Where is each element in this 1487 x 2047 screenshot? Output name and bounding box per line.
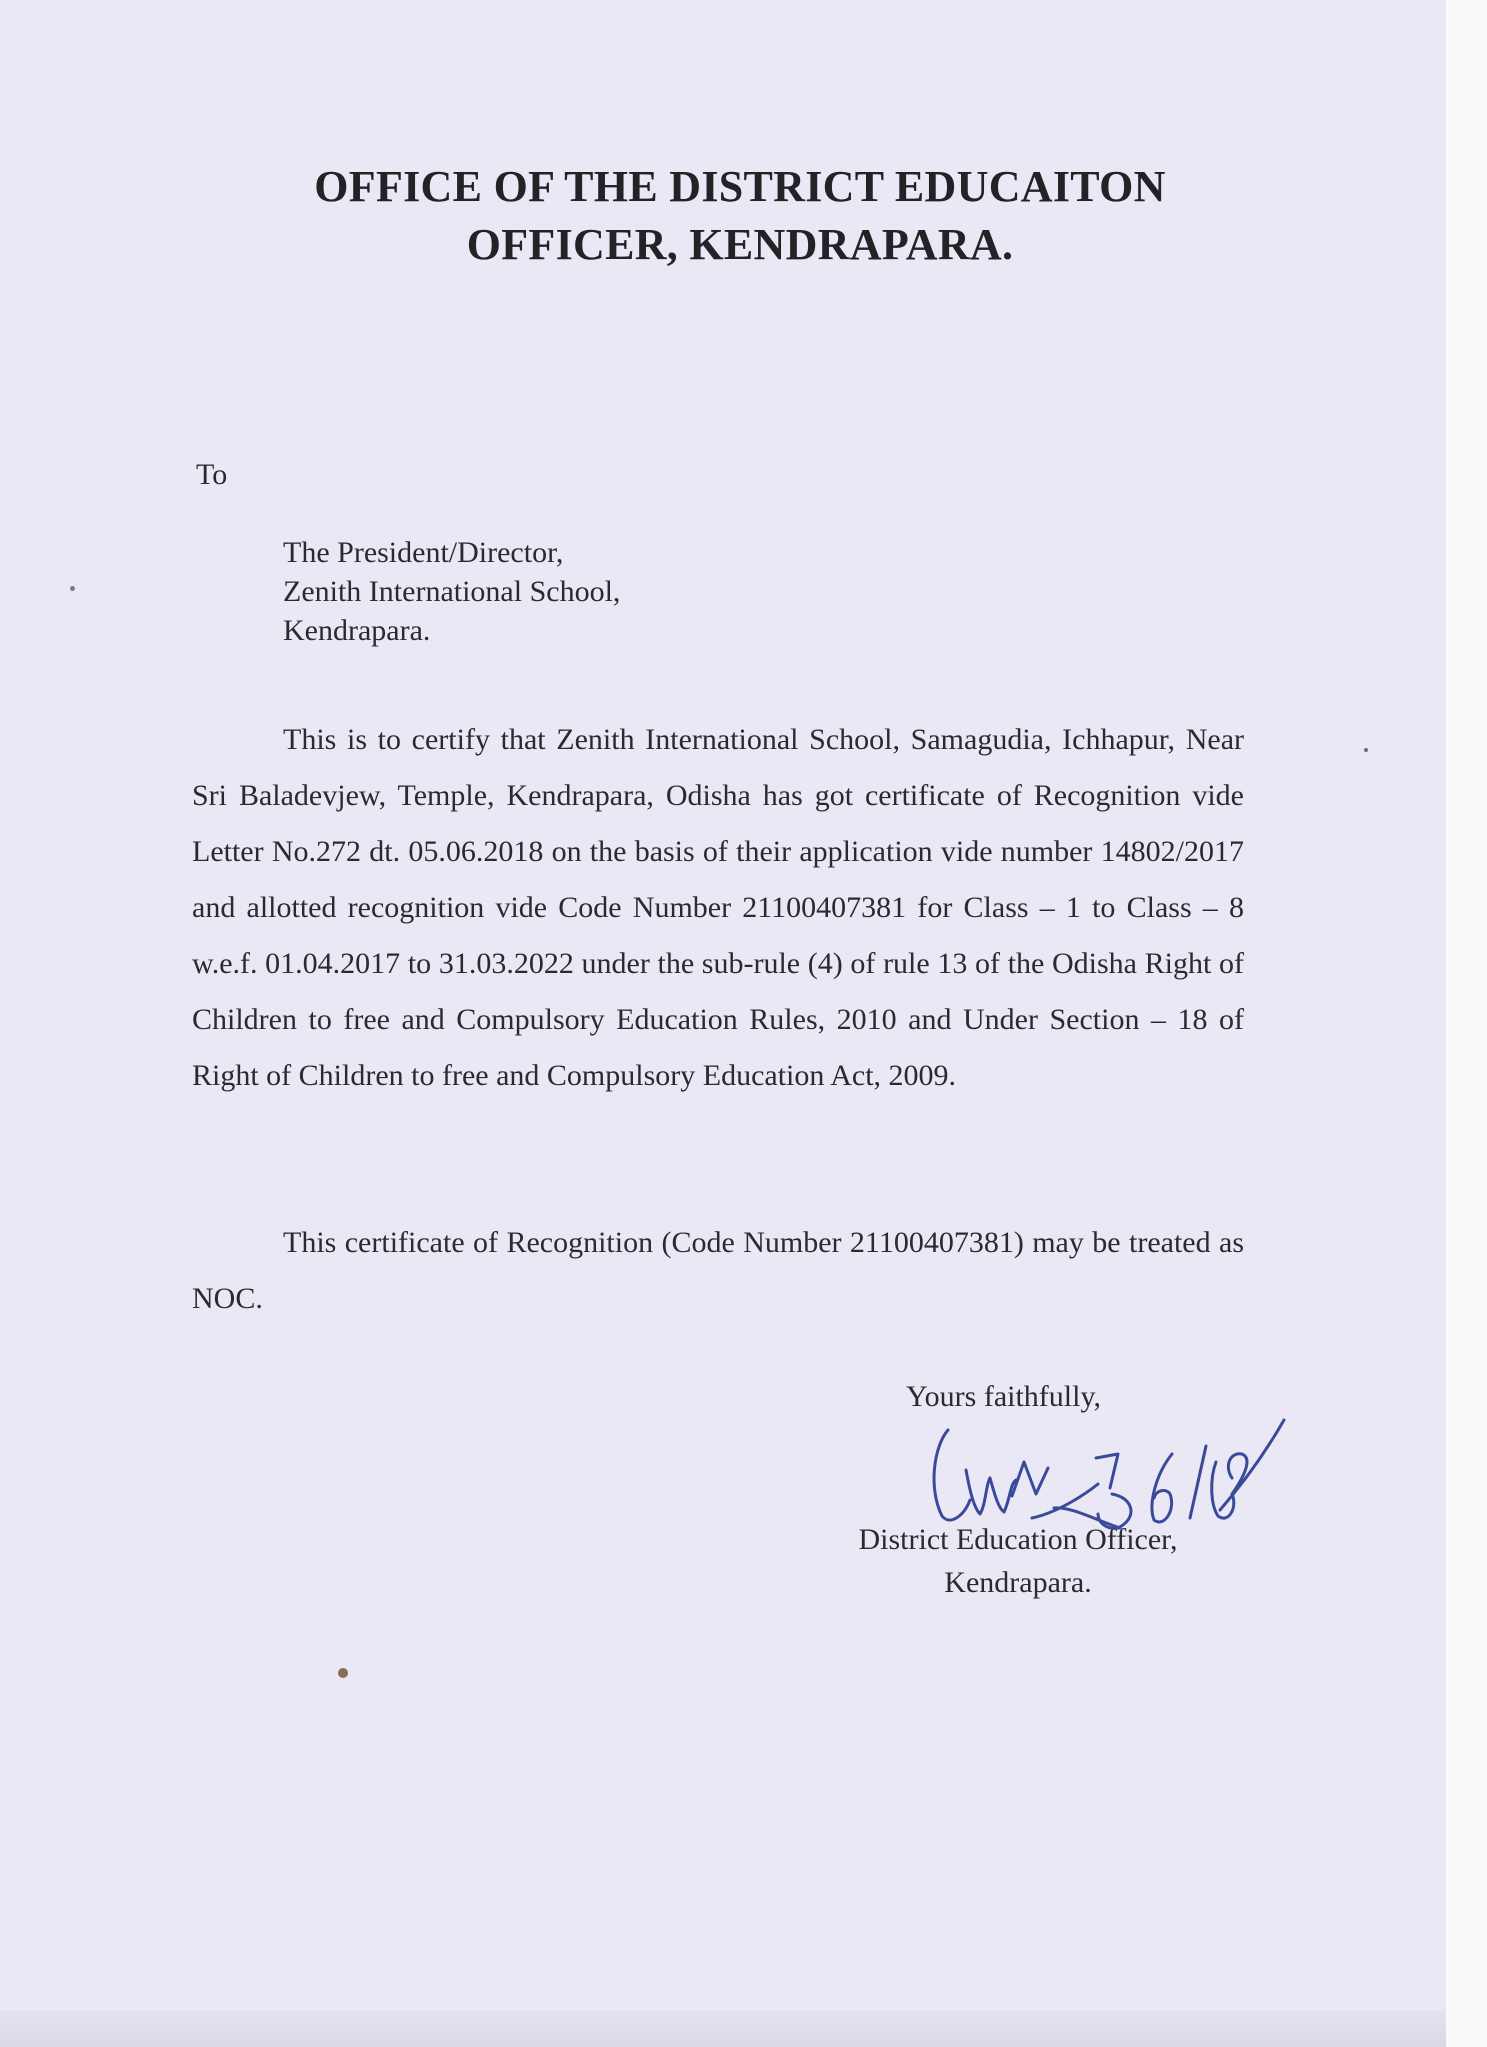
recipient-address: [283, 533, 620, 650]
closing-line: Yours faithfully,: [906, 1380, 1102, 1413]
recipient-line-2: Zenith International School,: [283, 575, 621, 608]
paper-speck: [1364, 748, 1368, 752]
letterhead-line-2: OFFICER, KENDRAPARA.: [466, 220, 1014, 269]
signatory-place: Kendrapara.: [944, 1566, 1092, 1599]
certificate-paragraph: This is to certify that Zenith International School, Samagudia, Ichhapur, Near Sri Baladevjew, Temple, Kendrapara, Odisha has got certificate of Recognition vide Letter No.272 dt. 05.06.2018 on the basis of their application vide number 14802/2017 and allotted recognition vide Code Number 21100407381 for Class – 1 to Class – 8 w.e.f. 01.04.2017 to 31.03.2022 under the sub-rule (4) of rule 13 of the Odisha Right of Children to free and Compulsory Education Rules, 2010 and Under Section – 18 of Right of Children to free and Compulsory Education Act, 2009.: [192, 723, 1244, 1092]
letterhead-title: [230, 158, 1250, 274]
signatory-block: [833, 1518, 1203, 1604]
ink-speck: [338, 1668, 348, 1678]
page-bottom-edge: [0, 2010, 1446, 2047]
letterhead-line-1: OFFICE OF THE DISTRICT EDUCAITON: [314, 162, 1166, 211]
signatory-title: District Education Officer,: [858, 1523, 1178, 1556]
paper-speck-left: [70, 586, 75, 591]
recipient-line-3: Kendrapara.: [283, 614, 431, 647]
scan-margin: [1446, 0, 1487, 2047]
salutation: To: [196, 458, 228, 491]
recipient-line-1: The President/Director,: [283, 536, 564, 569]
noc-paragraph: This certificate of Recognition (Code Number 21100407381) may be treated as NOC.: [192, 1226, 1244, 1315]
